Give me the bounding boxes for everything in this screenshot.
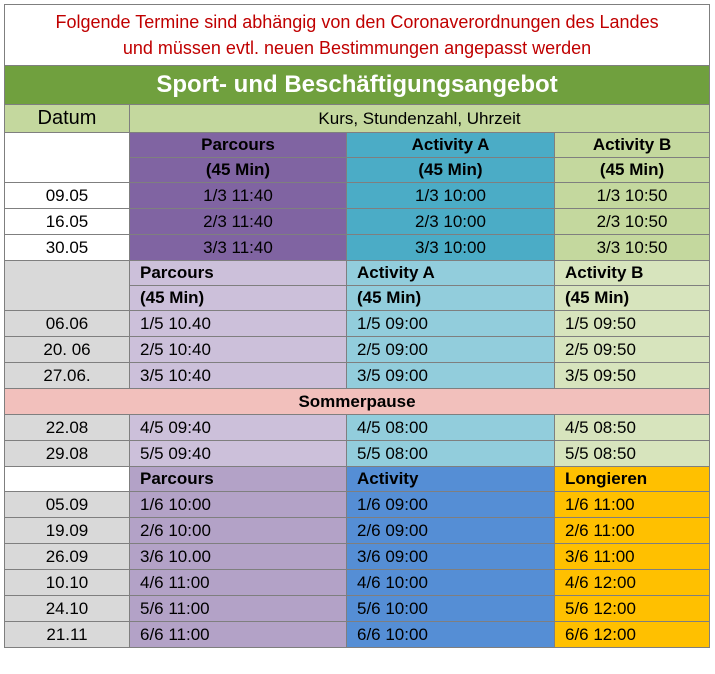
date-cell: 10.10 bbox=[5, 570, 130, 596]
activity-cell: 1/6 09:00 bbox=[347, 492, 555, 518]
activity-a-cell: 3/5 09:00 bbox=[347, 363, 555, 389]
block3-header-longieren: Longieren bbox=[555, 467, 710, 492]
block2-header-row-1 bbox=[5, 261, 710, 286]
block1-header-parcours-duration: (45 Min) bbox=[130, 158, 347, 183]
table-row bbox=[5, 363, 710, 389]
activity-a-cell: 4/5 08:00 bbox=[347, 415, 555, 441]
date-cell: 24.10 bbox=[5, 596, 130, 622]
activity-b-cell: 2/3 10:50 bbox=[555, 209, 710, 235]
activity-b-cell: 3/3 10:50 bbox=[555, 235, 710, 261]
kurs-header: Kurs, Stundenzahl, Uhrzeit bbox=[130, 105, 710, 133]
corona-notice bbox=[5, 5, 710, 66]
activity-b-cell: 1/5 09:50 bbox=[555, 311, 710, 337]
parcours-cell: 2/3 11:40 bbox=[130, 209, 347, 235]
table-row bbox=[5, 235, 710, 261]
table-row bbox=[5, 622, 710, 648]
block1-header-activity-b: Activity B bbox=[555, 133, 710, 158]
block3-header-activity: Activity bbox=[347, 467, 555, 492]
table-row bbox=[5, 337, 710, 363]
date-cell: 21.11 bbox=[5, 622, 130, 648]
activity-a-cell: 1/5 09:00 bbox=[347, 311, 555, 337]
table-row bbox=[5, 492, 710, 518]
schedule-table bbox=[4, 4, 710, 648]
parcours-cell: 1/3 11:40 bbox=[130, 183, 347, 209]
activity-b-cell: 4/5 08:50 bbox=[555, 415, 710, 441]
datum-header: Datum bbox=[5, 105, 130, 133]
pause-row bbox=[5, 389, 710, 415]
table-row bbox=[5, 596, 710, 622]
schedule-document bbox=[4, 4, 709, 648]
activity-a-cell: 2/3 10:00 bbox=[347, 209, 555, 235]
table-row bbox=[5, 570, 710, 596]
block3-header-empty bbox=[5, 467, 130, 492]
activity-cell: 3/6 09:00 bbox=[347, 544, 555, 570]
parcours-cell: 3/3 11:40 bbox=[130, 235, 347, 261]
activity-cell: 5/6 10:00 bbox=[347, 596, 555, 622]
block1-header-row-1 bbox=[5, 133, 710, 158]
longieren-cell: 4/6 12:00 bbox=[555, 570, 710, 596]
activity-a-cell: 2/5 09:00 bbox=[347, 337, 555, 363]
date-cell: 22.08 bbox=[5, 415, 130, 441]
block1-header-empty bbox=[5, 133, 130, 183]
longieren-cell: 1/6 11:00 bbox=[555, 492, 710, 518]
table-row bbox=[5, 183, 710, 209]
parcours-cell: 2/6 10:00 bbox=[130, 518, 347, 544]
block2-header-activity-a: Activity A bbox=[347, 261, 555, 286]
notice-line-1: Folgende Termine sind abhängig von den Coronaverordnungen des Landes bbox=[55, 12, 659, 32]
table-row bbox=[5, 441, 710, 467]
date-cell: 19.09 bbox=[5, 518, 130, 544]
activity-a-cell: 3/3 10:00 bbox=[347, 235, 555, 261]
date-cell: 26.09 bbox=[5, 544, 130, 570]
page-title: Sport- und Beschäftigungsangebot bbox=[5, 66, 710, 105]
longieren-cell: 2/6 11:00 bbox=[555, 518, 710, 544]
sommerpause-label: Sommerpause bbox=[5, 389, 710, 415]
block2-header-parcours-duration: (45 Min) bbox=[130, 286, 347, 311]
table-row bbox=[5, 415, 710, 441]
longieren-cell: 5/6 12:00 bbox=[555, 596, 710, 622]
date-cell: 05.09 bbox=[5, 492, 130, 518]
activity-a-cell: 5/5 08:00 bbox=[347, 441, 555, 467]
block3-header-row bbox=[5, 467, 710, 492]
date-cell: 09.05 bbox=[5, 183, 130, 209]
activity-b-cell: 1/3 10:50 bbox=[555, 183, 710, 209]
parcours-cell: 4/6 11:00 bbox=[130, 570, 347, 596]
block2-header-empty bbox=[5, 261, 130, 311]
parcours-cell: 3/6 10.00 bbox=[130, 544, 347, 570]
table-row bbox=[5, 209, 710, 235]
block1-header-activity-b-duration: (45 Min) bbox=[555, 158, 710, 183]
date-cell: 06.06 bbox=[5, 311, 130, 337]
activity-cell: 4/6 10:00 bbox=[347, 570, 555, 596]
date-cell: 29.08 bbox=[5, 441, 130, 467]
activity-cell: 6/6 10:00 bbox=[347, 622, 555, 648]
longieren-cell: 6/6 12:00 bbox=[555, 622, 710, 648]
block3-header-parcours: Parcours bbox=[130, 467, 347, 492]
block2-header-parcours: Parcours bbox=[130, 261, 347, 286]
block2-header-activity-b: Activity B bbox=[555, 261, 710, 286]
title-row bbox=[5, 66, 710, 105]
block1-header-activity-a: Activity A bbox=[347, 133, 555, 158]
table-row bbox=[5, 311, 710, 337]
table-row bbox=[5, 518, 710, 544]
parcours-cell: 5/6 11:00 bbox=[130, 596, 347, 622]
longieren-cell: 3/6 11:00 bbox=[555, 544, 710, 570]
notice-line-2: und müssen evtl. neuen Bestimmungen angepasst werden bbox=[122, 38, 592, 58]
block1-header-parcours: Parcours bbox=[130, 133, 347, 158]
activity-cell: 2/6 09:00 bbox=[347, 518, 555, 544]
block2-header-activity-b-duration: (45 Min) bbox=[555, 286, 710, 311]
date-cell: 16.05 bbox=[5, 209, 130, 235]
block1-header-activity-a-duration: (45 Min) bbox=[347, 158, 555, 183]
activity-a-cell: 1/3 10:00 bbox=[347, 183, 555, 209]
date-cell: 20. 06 bbox=[5, 337, 130, 363]
parcours-cell: 1/5 10.40 bbox=[130, 311, 347, 337]
block2-header-activity-a-duration: (45 Min) bbox=[347, 286, 555, 311]
column-header-row bbox=[5, 105, 710, 133]
parcours-cell: 3/5 10:40 bbox=[130, 363, 347, 389]
parcours-cell: 2/5 10:40 bbox=[130, 337, 347, 363]
date-cell: 27.06. bbox=[5, 363, 130, 389]
parcours-cell: 1/6 10:00 bbox=[130, 492, 347, 518]
activity-b-cell: 3/5 09:50 bbox=[555, 363, 710, 389]
activity-b-cell: 2/5 09:50 bbox=[555, 337, 710, 363]
notice-row bbox=[5, 5, 710, 66]
parcours-cell: 6/6 11:00 bbox=[130, 622, 347, 648]
parcours-cell: 4/5 09:40 bbox=[130, 415, 347, 441]
parcours-cell: 5/5 09:40 bbox=[130, 441, 347, 467]
date-cell: 30.05 bbox=[5, 235, 130, 261]
table-row bbox=[5, 544, 710, 570]
activity-b-cell: 5/5 08:50 bbox=[555, 441, 710, 467]
